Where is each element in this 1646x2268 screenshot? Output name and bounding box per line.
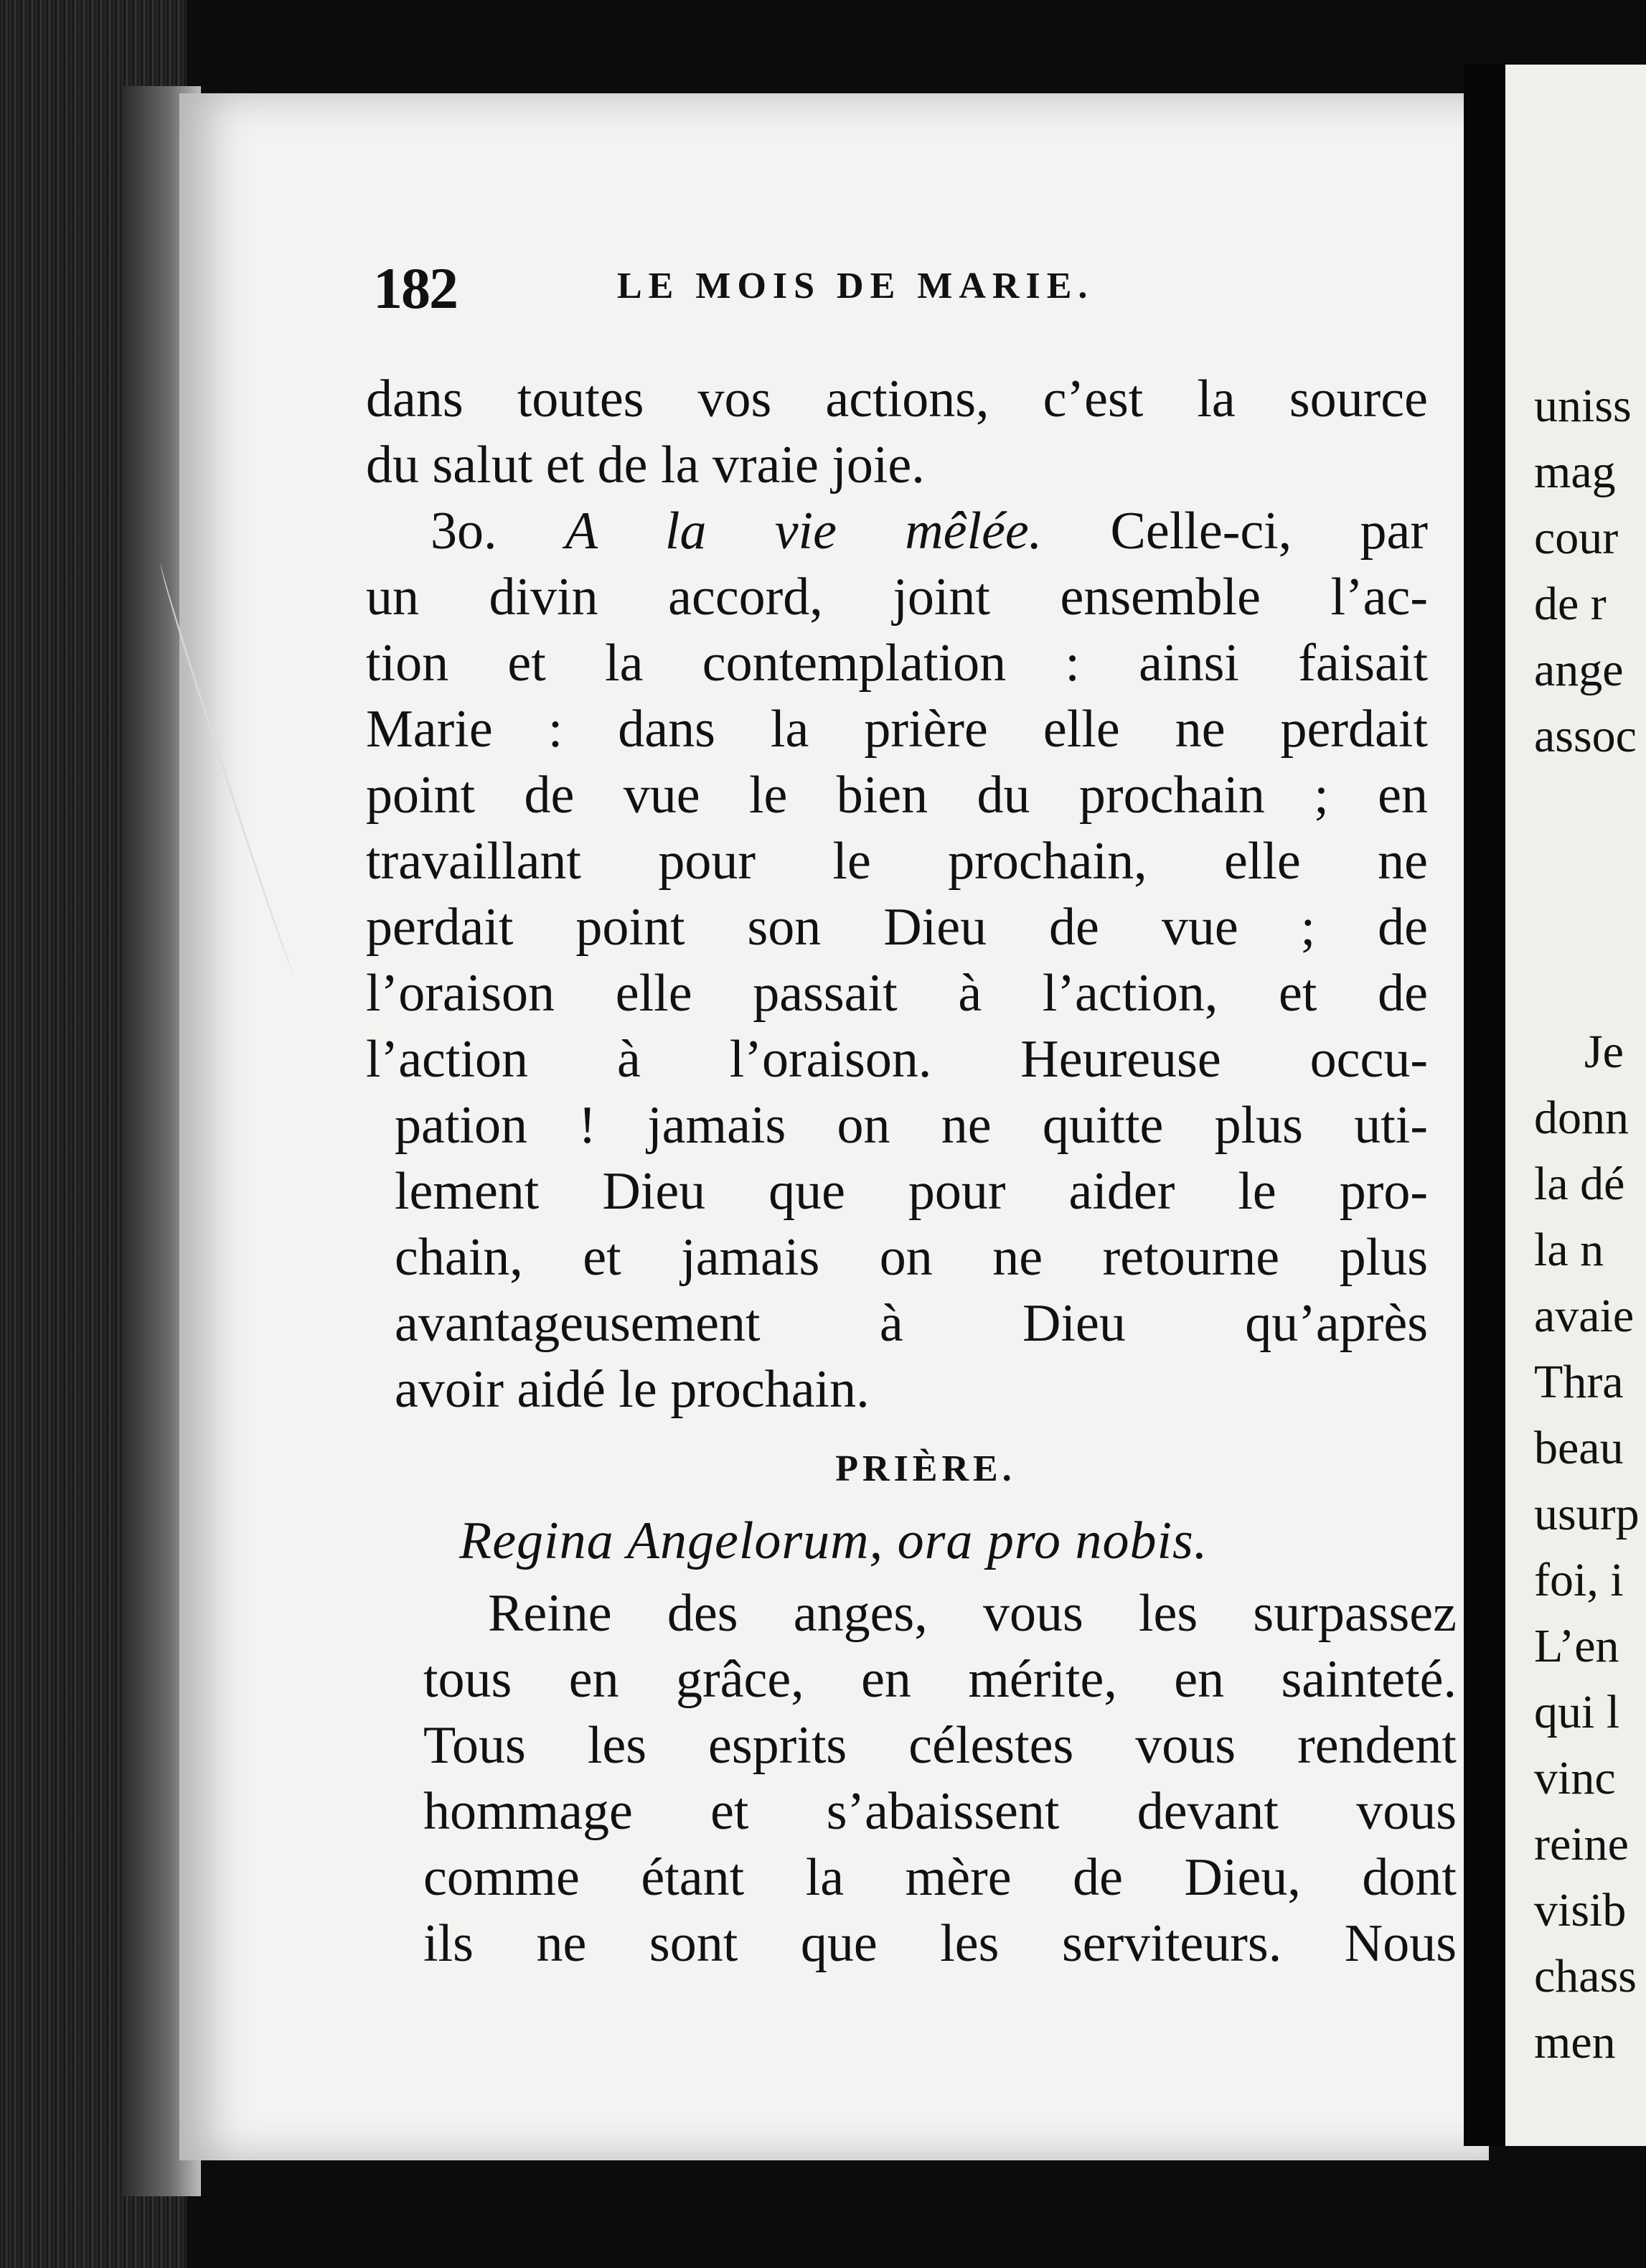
- right-page-line: usurp: [1534, 1488, 1640, 1540]
- text-line: avoir aidé le prochain.: [395, 1360, 870, 1419]
- text-line: chain, et jamais on ne retourne plus: [395, 1228, 1428, 1287]
- right-page-line: la dé: [1534, 1158, 1625, 1210]
- page-body: [366, 366, 1457, 1977]
- text-line: dans toutes vos actions, c’est la source: [366, 370, 1428, 428]
- right-page-line: ange: [1534, 644, 1624, 696]
- right-page-line: donn: [1534, 1092, 1629, 1144]
- right-page-line: L’en: [1534, 1620, 1619, 1672]
- right-page-line: cour: [1534, 512, 1619, 564]
- right-page-line: qui l: [1534, 1686, 1620, 1738]
- right-page-line: beau: [1534, 1422, 1624, 1474]
- right-page-top-lines: [1505, 373, 1637, 769]
- right-page-line: reine: [1534, 1818, 1629, 1870]
- text-line: un divin accord, joint ensemble l’ac-: [366, 568, 1428, 627]
- text-line: l’oraison elle passait à l’action, et de: [366, 964, 1428, 1023]
- text-line: pation ! jamais on ne quitte plus uti-: [395, 1096, 1428, 1155]
- book-gutter: [1464, 65, 1507, 2146]
- text-line: Marie : dans la prière elle ne perdait: [366, 700, 1428, 759]
- text-line: tion et la contemplation : ainsi faisait: [366, 634, 1428, 693]
- right-page-line: visib: [1534, 1884, 1627, 1936]
- right-page-line: chass: [1534, 1950, 1637, 2002]
- section-lead-text: Celle-ci, par: [1110, 502, 1428, 561]
- latin-invocation: Regina Angelorum, ora pro nobis.: [459, 1512, 1208, 1570]
- right-page-line: uniss: [1534, 380, 1632, 432]
- right-page-line: avaie: [1534, 1290, 1635, 1342]
- text-line: comme étant la mère de Dieu, dont: [423, 1848, 1457, 1907]
- text-line: tous en grâce, en mérite, en sainteté.: [423, 1650, 1457, 1709]
- page-number: 182: [373, 256, 457, 321]
- text-line: perdait point son Dieu de vue ; de: [366, 898, 1428, 957]
- right-page-line: Thra: [1534, 1356, 1624, 1408]
- right-page-line: la n: [1534, 1224, 1604, 1276]
- prayer-heading: PRIÈRE.: [835, 1448, 1016, 1489]
- right-page-line: vinc: [1534, 1752, 1616, 1804]
- text-line: hommage et s’abaissent devant vous: [423, 1782, 1457, 1841]
- right-page-bottom-lines: [1505, 1019, 1640, 2076]
- text-line: ils ne sont que les serviteurs. Nous: [423, 1914, 1457, 1973]
- right-page-line: Je: [1584, 1026, 1624, 1078]
- text-line: avantageusement à Dieu qu’après: [395, 1294, 1428, 1353]
- right-page-line: men: [1534, 2016, 1616, 2068]
- right-page-line: assoc: [1534, 710, 1637, 762]
- section-number: 3o.: [431, 502, 497, 561]
- text-line-section-lead: [366, 498, 1428, 564]
- right-page-line: foi, i: [1534, 1554, 1624, 1606]
- running-header: [373, 255, 1414, 334]
- text-line: lement Dieu que pour aider le pro-: [395, 1162, 1428, 1221]
- text-line: Reine des anges, vous les surpassez: [488, 1584, 1457, 1643]
- text-line: du salut et de la vraie joie.: [366, 436, 925, 495]
- text-line: l’action à l’oraison. Heureuse occu-: [366, 1030, 1428, 1089]
- right-page-line: mag: [1534, 446, 1616, 498]
- section-title-italic: A la vie mêlée.: [565, 502, 1043, 561]
- text-line: point de vue le bien du prochain ; en: [366, 766, 1428, 825]
- right-page-line: de r: [1534, 578, 1607, 630]
- text-line: Tous les esprits célestes vous rendent: [423, 1716, 1457, 1775]
- running-title: LE MOIS DE MARIE.: [617, 266, 1094, 306]
- text-line: travaillant pour le prochain, elle ne: [366, 832, 1428, 891]
- right-page-fragment: [1505, 65, 1646, 2146]
